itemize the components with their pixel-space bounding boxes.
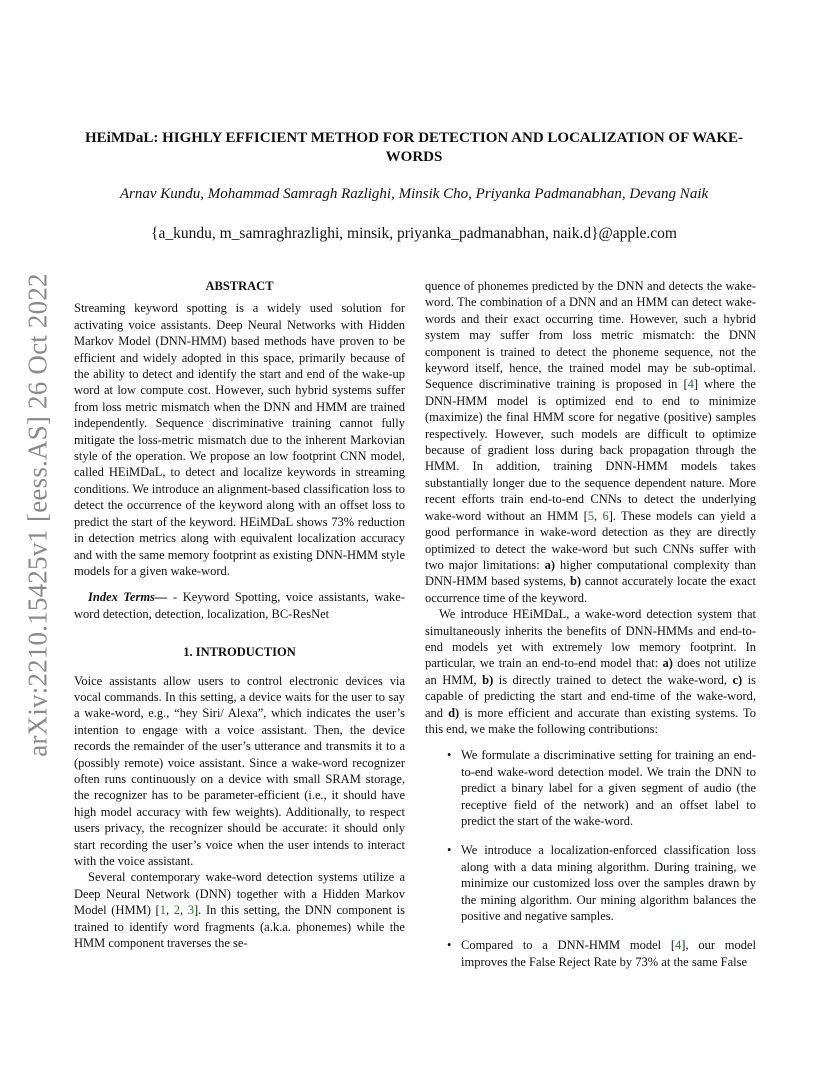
text-run: higher computational complexity than DNN-HMM based systems, — [425, 557, 757, 589]
list-item — [425, 937, 756, 970]
list-item-text: ], our model improves the False Reject Rate by 73% at the same False — [461, 938, 756, 969]
text-run: Several contemporary wake-word detection systems utilize a Deep Neural Network (DNN) together with a Hidden Markov Model (HMM) [ — [74, 870, 405, 918]
index-terms-label: Index Terms— — [88, 590, 168, 605]
list-marker: a) — [544, 557, 556, 572]
list-marker: d) — [448, 705, 460, 720]
citation-link[interactable]: 6 — [602, 508, 609, 523]
bullet-icon: • — [447, 748, 452, 763]
citation-link[interactable]: 1 — [159, 903, 166, 918]
list-item-text: We introduce a localization-enforced classification loss along with a data mining algorithm. During training, we minimize our customized loss over the samples drawn by the mining algorithm. Our mining algorithm balances the positive and negative samples. — [461, 843, 756, 924]
index-terms — [74, 589, 405, 622]
left-column — [74, 278, 405, 951]
list-item-text: We formulate a discriminative setting for training an end-to-end wake-word detection model. We train the DNN to predict a binary label for a given segment of audio (the receptive field of the network) and an offset label to predict the start of the wake-word. — [461, 748, 756, 828]
intro-paragraph-2-continued: quence of phonemes predicted by the DNN and detects the wake-word. The combination of a DNN and an HMM can detect wake-words and their exact occurring time. However, such a hybrid system may suffer from loss metric mismatch: the DNN component is trained to detect the phoneme sequence, not the keyword itself, hence, the trained model may be sub-optimal. Sequence discriminative training is proposed in [4] where the DNN-HMM model is optimized end to end to minimize (maximize) the final HMM score for negative (positive) samples respectively. However, such models are difficult to optimize because of gradient loss during back propagation through the HMM. In addition, training DNN-HMM models takes substantially longer due to the sequence dependent nature. More recent efforts train end-to-end CNNs to detect the underlying wake-word without an HMM [5, 6]. These models can yield a good performance in wake-word detection as they are directly optimized to detect the wake-word but such CNNs suffer with two major limitations: a) higher computational complexity than DNN-HMM based systems, b) cannot accurately locate the exact occurrence time of the keyword. — [425, 279, 757, 605]
index-terms-text: - Keyword Spotting, voice assistants, wake-word detection, detection, localization, BC-ResNet — [74, 590, 405, 621]
list-marker: b) — [482, 672, 494, 687]
bullet-icon: • — [447, 938, 452, 953]
author-emails: {a_kundu, m_samraghrazlighi, minsik, priyanka_padmanabhan, naik.d}@apple.com — [151, 225, 677, 242]
bullet-icon: • — [447, 843, 452, 858]
text-run: ]. In this setting, the DNN component is trained to identify word fragments (a.k.a. phonemes) while the HMM component traverses the se- — [74, 903, 406, 951]
text-run: is capable of predicting the start and end-time of the wake-word, and — [425, 672, 756, 720]
citation-link[interactable]: 4 — [675, 938, 682, 953]
text-run: does not utilize an HMM, — [425, 656, 756, 687]
list-marker: b) — [569, 574, 582, 589]
author-list: Arnav Kundu, Mohammad Samragh Razlighi, Minsik Cho, Priyanka Padmanabhan, Devang Naik — [119, 186, 709, 202]
intro-paragraph-1: Voice assistants allow users to control electronic devices via vocal commands. In this setting, a device waits for the user to say a wake-word, e.g., “hey Siri/ Alexa”, which indicates the user’s intention to engage with a voice assistant. Then, the device records the remainder of the user’s utterance and transmits it to a (possibly remote) voice assistant. Since a wake-word recognizer often runs continuously on a device with small SRAM storage, the recognizer has to be parameter-efficient (i.e., it should have high model accuracy with few weights). Additionally, to respect users privacy, the recognizer should be accurate: it should only start recording the user’s voice when the user intends to interact with the voice assistant. — [74, 673, 405, 868]
list-item-text: Compared to a DNN-HMM model [ — [461, 938, 676, 953]
introduction-heading: 1. INTRODUCTION — [183, 645, 296, 660]
arxiv-identifier — [22, 273, 54, 757]
text-run: quence of phonemes predicted by the DNN and detects the wake-word. The combination of a DNN and an HMM can detect wake-words and their exact occurring time. However, such a hybrid system may suffer from loss metric mismatch: the DNN component is trained to detect the phoneme sequence, not the keyword itself, hence, the trained model may be sub-optimal. Sequence discriminative training is proposed in [ — [425, 279, 756, 392]
abstract-heading: ABSTRACT — [205, 279, 274, 293]
intro-paragraph-3 — [425, 606, 756, 737]
list-item — [425, 747, 756, 829]
citation-link[interactable]: 3 — [187, 903, 194, 918]
text-run: ] where the DNN-HMM model is optimized end to end to minimize (maximize) the final HMM score for negative (positive) samples respectively. However, such models are difficult to optimize because of gradient loss during back propagation through the HMM. In addition, training DNN-HMM models takes substantially longer due to the sequence dependent nature. More recent efforts train end-to-end CNNs to detect the underlying wake-word without an HMM [ — [425, 377, 756, 523]
citation-link[interactable]: 4 — [687, 377, 694, 392]
text-run: is more efficient and accurate than existing systems. To this end, we make the following contributions: — [425, 705, 756, 736]
contributions-list — [425, 747, 756, 970]
text-run: is directly trained to detect the wake-word, — [493, 672, 733, 687]
intro-paragraph-2: Several contemporary wake-word detection systems utilize a Deep Neural Network (DNN) together with a Hidden Markov Model (HMM) [1, 2, 3]. In this setting, the DNN component is trained to identify word fragments (a.k.a. phonemes) while the HMM component traverses the se- — [74, 870, 406, 951]
right-column — [425, 278, 756, 983]
text-run: We introduce HEiMDaL, a wake-word detection system that simultaneously inherits the benefits of DNN-HMMs and end-to-end models yet with extremely low memory footprint. In particular, we train an end-to-end model that: — [425, 607, 756, 671]
citation-link[interactable]: 2 — [173, 903, 180, 918]
arxiv-identifier-text: arXiv:2210.15425v1 [eess.AS] 26 Oct 2022 — [22, 273, 53, 757]
paper-title: HEiMDaL: HIGHLY EFFICIENT METHOD FOR DETECTION AND LOCALIZATION OF WAKE-WORDS — [84, 130, 743, 165]
list-marker: c) — [732, 672, 743, 687]
text-run: ]. These models can yield a good performance in wake-word detection as they are directly optimized to detect the wake-word but such CNNs suffer with two major limitations: — [425, 508, 757, 572]
abstract-text: Streaming keyword spotting is a widely used solution for activating voice assistants. Deep Neural Networks with Hidden Markov Model (DNN-HMM) based methods have proven to be efficient and widely adopted in this space, primarily because of the ability to detect and identify the start and end of the wake-up word at low compute cost. However, such hybrid systems suffer from loss metric mismatch when the DNN and HMM are trained independently. Sequence discriminative training cannot fully mitigate the loss-metric mismatch due to the inherent Markovian style of the operation. We propose an low footprint CNN model, called HEiMDaL, to detect and localize keywords in streaming conditions. We introduce an alignment-based classification loss to detect the occurrence of the keyword along with an offset loss to predict the start of the keyword. HEiMDaL shows 73% reduction in detection metrics along with equivalent localization accuracy and with the same memory footprint as existing DNN-HMM style models for a given wake-word. — [74, 301, 405, 578]
list-item — [425, 842, 756, 924]
list-marker: a) — [662, 656, 673, 671]
citation-link[interactable]: 5 — [587, 508, 595, 523]
text-run: cannot accurately locate the exact occurrence time of the keyword. — [425, 574, 756, 605]
